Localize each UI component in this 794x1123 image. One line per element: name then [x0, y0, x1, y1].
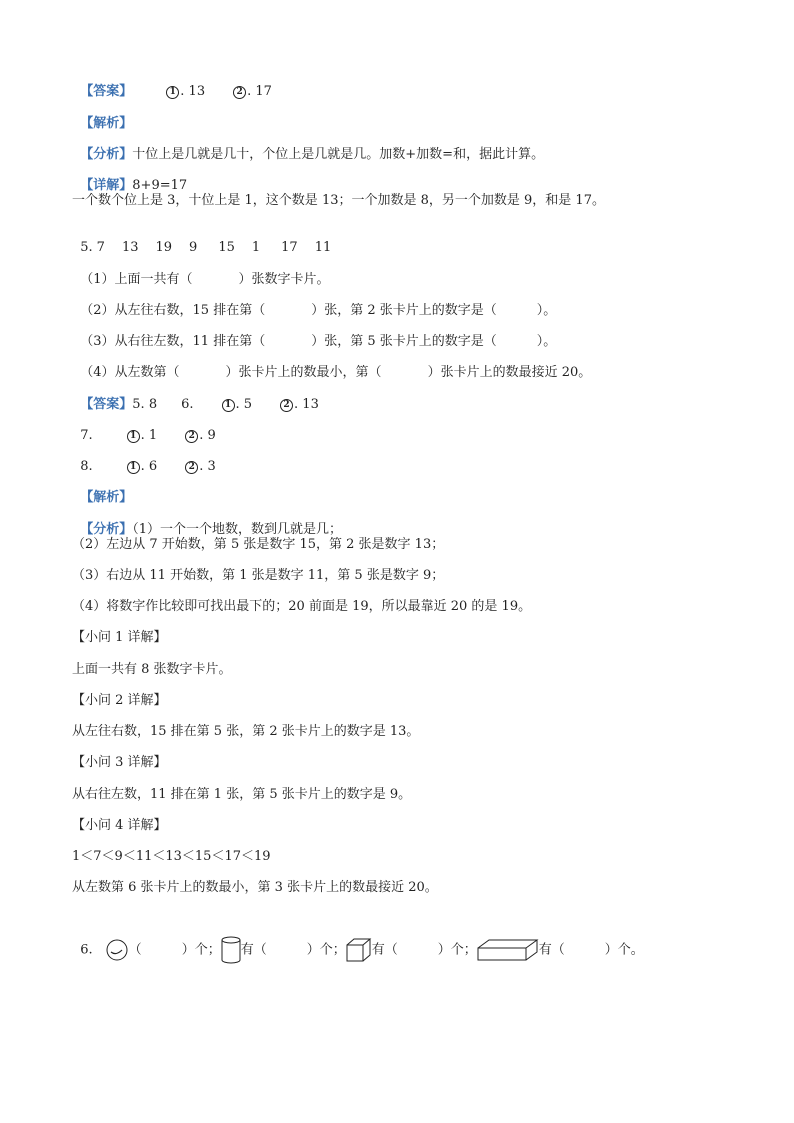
fenxi-item: （3）右边从 11 开始数，第 1 张是数字 11，第 5 张是数字 9； — [72, 568, 445, 583]
sub4-text-2: 从左数第 6 张卡片上的数最小，第 3 张卡片上的数最接近 20。 — [72, 880, 438, 895]
sphere-icon — [105, 939, 129, 961]
part-text: （2）从左往右数，15 排在第（ — [80, 303, 266, 318]
card-number: 7 — [96, 240, 105, 255]
part-text: （4）从左数第（ — [80, 365, 180, 380]
answer-tag: 【答案】 — [80, 397, 133, 412]
q6-text: ）个。 — [604, 942, 644, 958]
fenxi-tag: 【分析】 — [80, 147, 133, 162]
fenxi-line-2 — [72, 506, 342, 538]
card-number: 11 — [314, 240, 332, 255]
part-text: （3）从右往左数，11 排在第（ — [80, 334, 266, 349]
q6-text: 有（ — [371, 942, 398, 958]
part-text: ）张，第 2 张卡片上的数字是（ — [311, 303, 497, 318]
circled-number-1: 1 — [166, 86, 179, 99]
fenxi-item: （2）左边从 7 开始数，第 5 张是数字 15，第 2 张是数字 13； — [72, 537, 445, 552]
answer-value: 5. 8 — [132, 397, 158, 412]
card-number: 9 — [189, 240, 198, 255]
sub2-text: 从左往右数，15 排在第 5 张，第 2 张卡片上的数字是 13。 — [72, 724, 420, 739]
xiangjie-line-1 — [72, 162, 187, 194]
explain-line: 一个数个位上是 3，十位上是 1，这个数是 13；一个加数是 8，另一个加数是 9，和是 17。 — [72, 193, 605, 208]
circled-number-2: 2 — [280, 399, 293, 412]
question-5-cards — [72, 224, 331, 256]
cube-icon — [346, 938, 372, 962]
question-number: 6. — [80, 942, 93, 958]
answer-value: 6. — [181, 397, 194, 412]
q6-text: 有（ — [538, 942, 565, 958]
answer-value: . 17 — [247, 84, 272, 99]
part-text: （1）上面一共有（ — [80, 272, 193, 287]
answer-number: 8. — [80, 459, 93, 474]
sub3-heading: 【小问 3 详解】 — [72, 755, 167, 770]
card-number: 15 — [218, 240, 235, 255]
q6-text: 有（ — [240, 942, 267, 958]
answer-line-2 — [72, 381, 319, 413]
answer-value: . 13 — [180, 84, 206, 99]
answer-value: . 5 — [235, 397, 253, 412]
answer-line-8 — [72, 443, 216, 475]
circled-number-1: 1 — [127, 430, 140, 443]
answer-value: . 13 — [294, 397, 319, 412]
cuboid-icon — [477, 939, 539, 961]
circled-number-2: 2 — [233, 86, 246, 99]
cylinder-icon — [221, 936, 241, 964]
answer-line-1 — [72, 68, 272, 100]
part-text: ）张卡片上的数最小，第（ — [225, 365, 382, 380]
card-number: 1 — [251, 240, 261, 255]
analysis-tag: 【解析】 — [80, 490, 133, 505]
fenxi-tag: 【分析】 — [80, 522, 133, 537]
answer-value: . 3 — [199, 459, 216, 474]
question-number: 5. — [80, 240, 93, 255]
question-6 — [72, 914, 644, 964]
fenxi-item: （4）将数字作比较即可找出最下的；20 前面是 19，所以最靠近 20 的是 19。 — [72, 599, 532, 614]
sub4-heading: 【小问 4 详解】 — [72, 818, 167, 833]
q5-part-4 — [72, 349, 591, 381]
answer-tag: 【答案】 — [80, 84, 133, 99]
card-number: 17 — [281, 240, 298, 255]
fenxi-line-1 — [72, 131, 544, 163]
part-text: ）张数字卡片。 — [238, 272, 330, 287]
sub3-text: 从右往左数，11 排在第 1 张，第 5 张卡片上的数字是 9。 — [72, 787, 412, 802]
circled-number-1: 1 — [127, 461, 140, 474]
xiangjie-text: 8+9=17 — [132, 178, 188, 193]
q5-part-3 — [72, 318, 556, 350]
q6-text: （ — [128, 942, 142, 958]
analysis-heading-2 — [72, 474, 132, 506]
part-text: ）张，第 5 张卡片上的数字是（ — [311, 334, 497, 349]
circled-number-1: 1 — [222, 399, 235, 412]
analysis-heading — [72, 100, 132, 132]
part-text: ）张卡片上的数最接近 20。 — [427, 365, 592, 380]
part-text: ）。 — [536, 303, 557, 318]
answer-value: . 6 — [140, 459, 158, 474]
circled-number-2: 2 — [185, 430, 198, 443]
q6-text: ）个； — [306, 942, 346, 958]
fenxi-text: （1）一个一个地数，数到几就是几； — [132, 522, 343, 537]
sub4-text: 1＜7＜9＜11＜13＜15＜17＜19 — [72, 849, 271, 864]
card-number: 13 — [121, 240, 139, 255]
part-text: ）。 — [536, 334, 557, 349]
answer-number: 7. — [80, 428, 93, 443]
analysis-tag: 【解析】 — [80, 116, 133, 131]
circled-number-2: 2 — [185, 461, 198, 474]
fenxi-text: 十位上是几就是几十，个位上是几就是几。加数+加数=和，据此计算。 — [132, 147, 545, 162]
q6-text: ）个； — [437, 942, 477, 958]
q6-text: ）个； — [181, 942, 221, 958]
sub2-heading: 【小问 2 详解】 — [72, 693, 167, 708]
answer-value: . 9 — [199, 428, 216, 443]
q5-part-2 — [72, 287, 556, 319]
xiangjie-tag: 【详解】 — [80, 178, 133, 193]
sub1-heading: 【小问 1 详解】 — [72, 630, 167, 645]
q5-part-1 — [72, 256, 330, 288]
sub1-text: 上面一共有 8 张数字卡片。 — [72, 662, 232, 677]
answer-line-7 — [72, 412, 216, 444]
card-number: 19 — [155, 240, 173, 255]
answer-value: . 1 — [140, 428, 158, 443]
